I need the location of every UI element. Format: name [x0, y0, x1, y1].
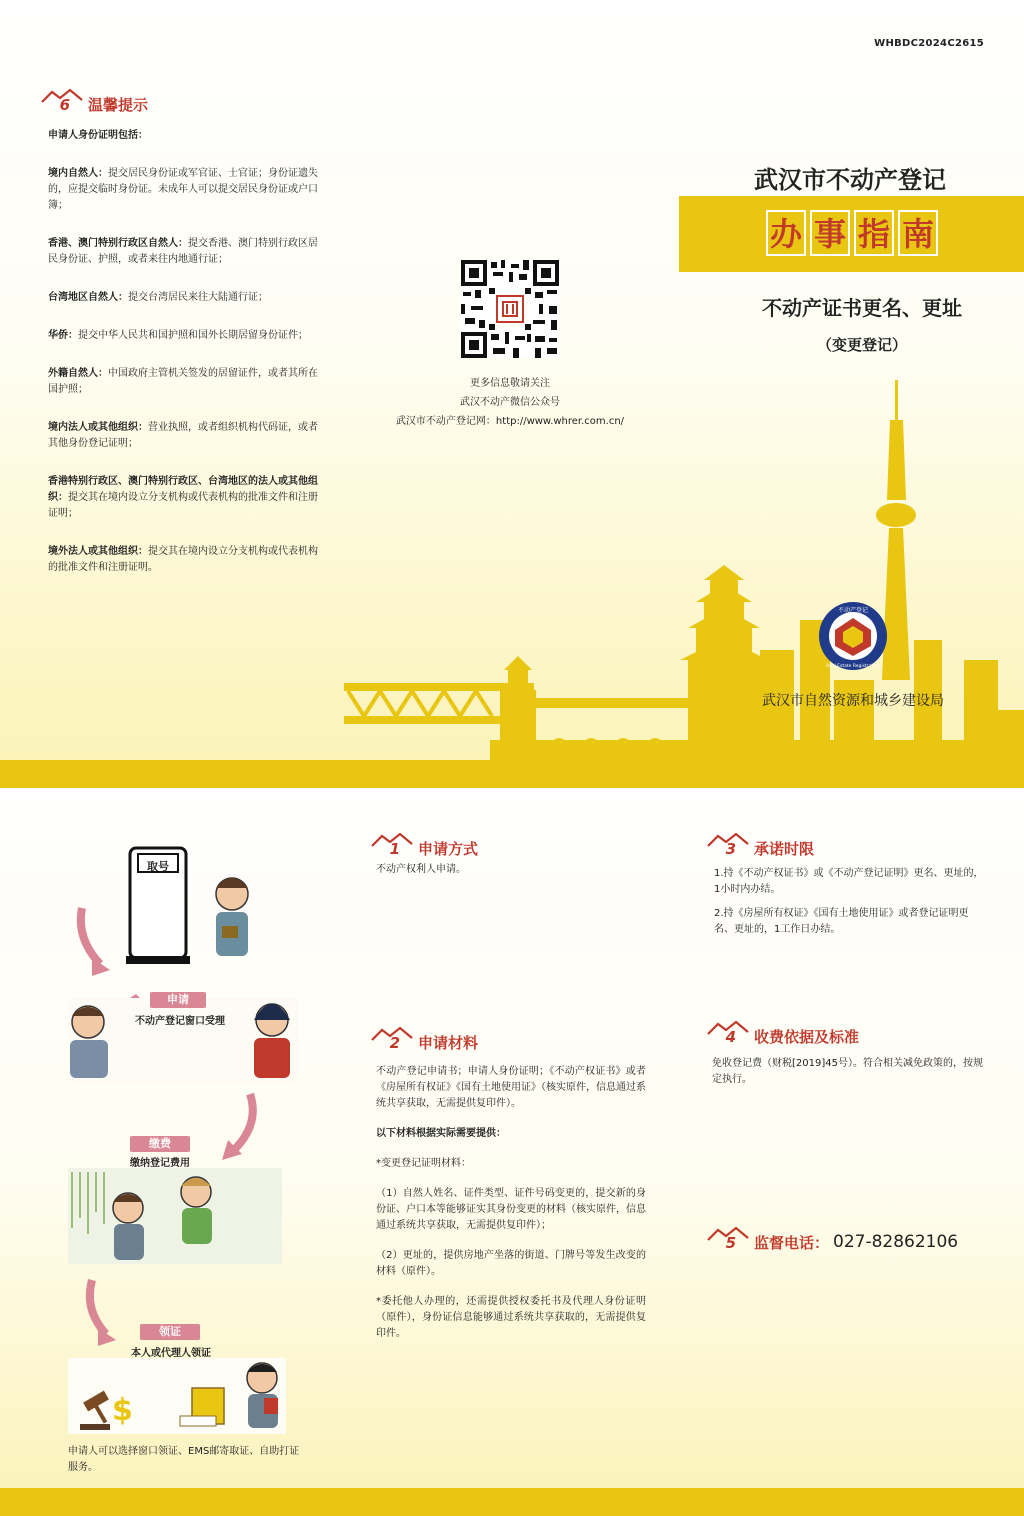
section-title: 申请方式 — [418, 840, 479, 858]
section-2-heading — [370, 1026, 478, 1052]
person-icon — [247, 1363, 278, 1428]
bottom-panel — [0, 788, 1024, 1488]
section-number: 2 — [389, 1034, 400, 1052]
seal-top-text: 不动产登记 — [837, 607, 869, 614]
qr-code[interactable] — [461, 260, 559, 358]
guide-char: 指 — [854, 210, 894, 256]
section-title: 申请材料 — [418, 1034, 479, 1052]
arrow-icon — [234, 1094, 253, 1150]
step-pay-desc: 缴纳登记费用 — [130, 1158, 190, 1169]
tips-intro: 申请人身份证明包括： — [48, 130, 148, 141]
tip-item: 香港、澳门特别行政区自然人：提交香港、澳门特别行政区居民身份证、护照，或者来往内地通行证； — [48, 238, 318, 265]
step-pay-badge: 缴费 — [130, 1136, 190, 1152]
arrow-icon — [90, 1280, 106, 1334]
tip-item: 外籍自然人：中国政府主管机关签发的居留证件，或者其所在国护照； — [48, 368, 318, 395]
document-code: WHBDC2024C2615 — [874, 38, 984, 49]
guide-char: 事 — [810, 210, 850, 256]
divider-band — [0, 760, 1024, 788]
pay-scene — [68, 1168, 282, 1264]
cover-subsubtitle: （变更登记） — [816, 336, 907, 354]
section-title: 承诺时限 — [754, 840, 815, 858]
person-icon — [70, 1006, 108, 1078]
paragraph: *变更登记证明材料： — [376, 1158, 471, 1169]
section-3-heading — [706, 832, 814, 858]
money-icon: $ — [112, 1393, 133, 1428]
house-roof-icon — [706, 1020, 750, 1046]
house-roof-icon — [706, 1226, 750, 1252]
hotline — [706, 1226, 958, 1252]
tip-item: 境外法人或其他组织：提交其在境内设立分支机构或代表机构的批准文件和注册证明。 — [48, 546, 318, 573]
person-icon — [254, 1004, 290, 1078]
tips-list — [48, 128, 320, 598]
step-collect-desc: 本人或代理人领证 — [131, 1348, 211, 1359]
house-roof-icon — [370, 1026, 414, 1052]
section-3-body — [714, 866, 986, 938]
flow-footer-note: 申请人可以选择窗口领证、EMS邮寄取证、自助打证服务。 — [68, 1446, 300, 1473]
real-estate-registration-seal — [817, 600, 889, 672]
paragraph: 以下材料根据实际需要提供： — [376, 1128, 506, 1139]
section-number: 5 — [725, 1234, 736, 1252]
qr-caption-line: 更多信息敬请关注 — [470, 378, 550, 389]
paragraph: *委托他人办理的，还需提供授权委托书及代理人身份证明（原件），身份证信息能够通过系统共享获取的，无需提供复印件。 — [376, 1296, 646, 1339]
house-roof-icon — [40, 88, 84, 114]
section-title: 温馨提示 — [88, 96, 149, 114]
guide-char: 办 — [766, 210, 806, 256]
tip-item: 境内自然人：提交居民身份证或军官证、士官证；身份证遗失的，应提交临时身份证。未成年人可以提交居民身份证或户口簿； — [48, 168, 318, 211]
tip-item: 香港特别行政区、澳门特别行政区、台湾地区的法人或其他组织：提交其在境内设立分支机构或代表机构的批准文件和注册证明； — [48, 476, 318, 519]
cover-title: 武汉市不动产登记 — [754, 166, 946, 194]
guide-title — [766, 210, 938, 256]
arrow-icon — [81, 908, 100, 964]
seal-bottom-text: Real Estate Registration — [826, 664, 880, 669]
section-number: 4 — [725, 1028, 736, 1046]
paragraph: 1.持《不动产权证书》或《不动产登记证明》更名、更址的，1小时内办结。 — [714, 868, 984, 895]
section-number: 6 — [59, 96, 70, 114]
paragraph: 不动产登记申请书；申请人身份证明；《不动产权证书》或者《房屋所有权证》《国有土地使用证》（核实原件，信息通过系统共享获取，无需提供复印件）。 — [376, 1066, 646, 1109]
cover-subtitle: 不动产证书更名、更址 — [762, 296, 962, 320]
house-roof-icon — [706, 832, 750, 858]
divider-band — [0, 1488, 1024, 1516]
qr-caption-line: 武汉不动产微信公众号 — [460, 397, 560, 408]
tips-heading — [40, 88, 148, 114]
section-number: 1 — [389, 840, 400, 858]
tip-item: 台湾地区自然人：提交台湾居民来往大陆通行证； — [48, 292, 268, 303]
person-icon — [216, 878, 248, 956]
bureau-name: 武汉市自然资源和城乡建设局 — [762, 693, 944, 709]
qr-caption-website[interactable]: 武汉市不动产登记网：http://www.whrer.com.cn/ — [395, 416, 625, 427]
person-icon — [113, 1193, 144, 1260]
kiosk-label: 取号 — [147, 860, 169, 873]
guide-char: 南 — [898, 210, 938, 256]
section-title: 收费依据及标准 — [754, 1028, 860, 1046]
section-4-body: 免收登记费（财税[2019]45号）。符合相关减免政策的，按规定执行。 — [712, 1058, 983, 1085]
step-apply-desc: 不动产登记窗口受理 — [135, 1016, 225, 1027]
tip-item: 境内法人或其他组织：营业执照，或者组织机构代码证，或者其他身份登记证明； — [48, 422, 318, 449]
paragraph: 2.持《房屋所有权证》《国有土地使用证》或者登记证明更名、更址的，1工作日办结。 — [714, 908, 969, 935]
section-2-body — [376, 1064, 646, 1356]
step-apply-badge: 申请 — [150, 992, 206, 1008]
section-number: 3 — [725, 840, 736, 858]
house-roof-icon — [370, 832, 414, 858]
section-1-body: 不动产权利人申请。 — [376, 864, 466, 875]
section-4-heading — [706, 1020, 859, 1046]
paragraph: （1）自然人姓名、证件类型、证件号码变更的，提交新的身份证、户口本等能够证实其身份变更的材料（核实原件，信息通过系统共享获取，无需提供复印件）； — [376, 1188, 646, 1231]
person-icon — [181, 1177, 212, 1244]
section-title: 监督电话： — [754, 1234, 830, 1252]
paragraph: （2）更址的，提供房地产坐落的街道、门牌号等发生改变的材料（原件）。 — [376, 1250, 646, 1277]
tip-item: 华侨：提交中华人民共和国护照和国外长期居留身份证件； — [48, 330, 308, 341]
hotline-number[interactable]: 027-82862106 — [833, 1232, 959, 1252]
step-collect-badge: 领证 — [140, 1324, 200, 1340]
section-1-heading — [370, 832, 478, 858]
